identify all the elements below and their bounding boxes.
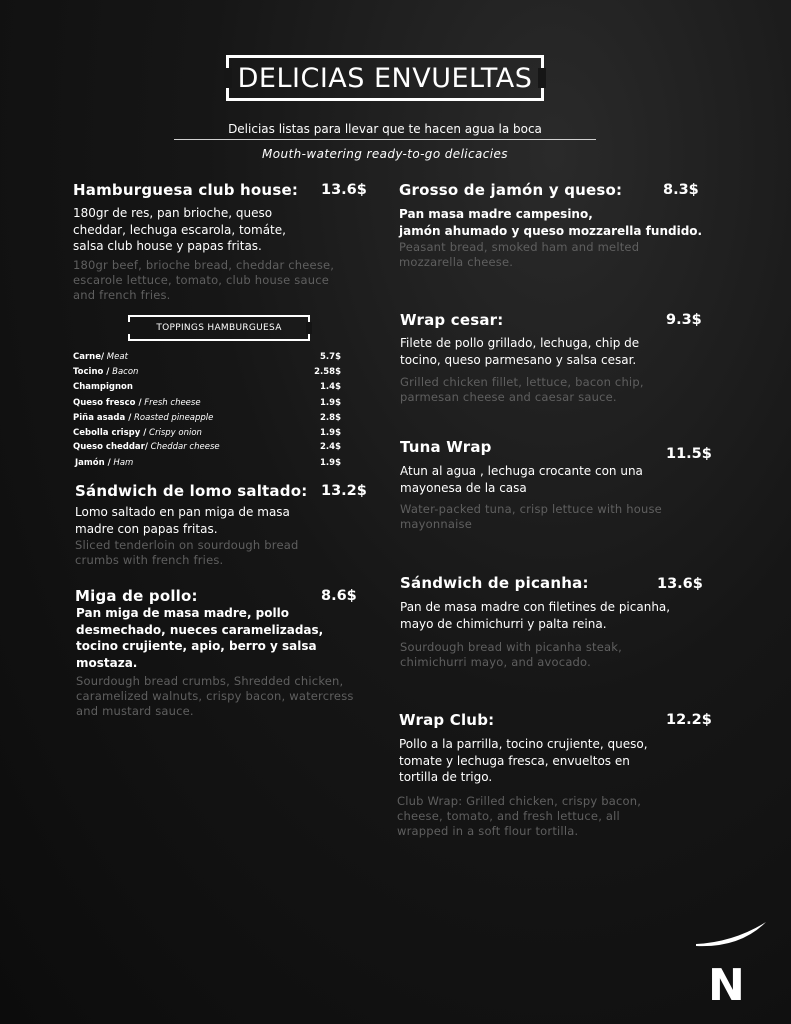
item-description-english bbox=[76, 674, 386, 719]
topping-price: 1.9$ bbox=[320, 458, 341, 468]
subtitle-english: Mouth-watering ready-to-go delicacies bbox=[262, 147, 508, 161]
item-name: Wrap cesar: bbox=[400, 311, 504, 329]
desc-line: cheddar, lechuga escarola, tomáte, bbox=[73, 222, 286, 237]
topping-row bbox=[73, 382, 341, 396]
desc-line: Pan de masa madre con filetines de picanha, bbox=[400, 600, 671, 614]
desc-line: madre con papas fritas. bbox=[75, 521, 218, 536]
item-price: 13.2$ bbox=[321, 483, 367, 499]
page-title: DELICIAS ENVUELTAS bbox=[237, 62, 533, 94]
desc-line: Peasant bread, smoked ham and melted bbox=[399, 240, 640, 254]
desc-line: Sourdough bread crumbs, Shredded chicken, bbox=[76, 674, 344, 688]
desc-line: tocino, queso parmesano y salsa cesar. bbox=[400, 352, 637, 367]
topping-name: Piña asada / bbox=[73, 413, 132, 423]
desc-line: Grilled chicken fillet, lettuce, bacon chip, bbox=[400, 375, 644, 389]
topping-name: Champignon bbox=[73, 382, 133, 392]
toppings-title: TOPPINGS HAMBURGUESA bbox=[156, 323, 282, 333]
desc-line: Pan miga de masa madre, pollo bbox=[76, 606, 289, 620]
item-description-english bbox=[400, 375, 720, 405]
item-description-english bbox=[399, 240, 719, 270]
item-description-english bbox=[75, 538, 375, 568]
topping-name: Queso cheddar/ bbox=[73, 442, 148, 452]
topping-row bbox=[73, 352, 341, 366]
desc-line: Filete de pollo grillado, lechuga, chip de bbox=[400, 336, 640, 350]
n-logo-icon bbox=[694, 920, 768, 1006]
topping-name: Tocino / bbox=[73, 367, 110, 377]
desc-line: crumbs with french fries. bbox=[75, 553, 224, 567]
item-description bbox=[400, 599, 720, 632]
topping-price: 1.9$ bbox=[320, 428, 341, 438]
desc-line: jamón ahumado y queso mozzarella fundido. bbox=[399, 223, 703, 238]
topping-name-english: Fresh cheese bbox=[144, 398, 201, 408]
item-description bbox=[400, 335, 720, 368]
topping-price: 2.4$ bbox=[320, 442, 341, 452]
topping-name: Carne/ bbox=[73, 352, 105, 362]
desc-line: 180gr de res, pan brioche, queso bbox=[73, 206, 273, 220]
desc-line: mayo de chimichurri y palta reina. bbox=[400, 616, 607, 631]
desc-line: tocino crujiente, apio, berro y salsa bbox=[76, 639, 317, 653]
desc-line: chimichurri mayo, and avocado. bbox=[400, 655, 591, 669]
topping-name: Jamón / bbox=[75, 458, 111, 468]
desc-line: desmechado, nueces caramelizadas, bbox=[76, 622, 324, 637]
topping-price: 2.58$ bbox=[314, 367, 341, 377]
toppings-header bbox=[128, 315, 310, 341]
topping-row bbox=[75, 458, 341, 472]
item-description bbox=[73, 205, 373, 255]
item-name: Grosso de jamón y queso: bbox=[399, 181, 623, 199]
item-name: Hamburguesa club house: bbox=[73, 181, 299, 199]
item-name: Sándwich de lomo saltado: bbox=[75, 482, 308, 500]
desc-line: caramelized walnuts, crispy bacon, watercress bbox=[76, 689, 354, 703]
item-description-english bbox=[400, 502, 720, 532]
title-frame bbox=[226, 55, 544, 101]
desc-line: Pollo a la parrilla, tocino crujiente, queso, bbox=[399, 737, 648, 751]
topping-price: 1.4$ bbox=[320, 382, 341, 392]
topping-name-english: Meat bbox=[106, 352, 128, 362]
topping-price: 2.8$ bbox=[320, 413, 341, 423]
item-description bbox=[399, 736, 719, 786]
desc-line: and mustard sauce. bbox=[76, 704, 194, 718]
item-description-english bbox=[400, 640, 720, 670]
topping-name-english: Bacon bbox=[112, 367, 139, 377]
item-price: 11.5$ bbox=[666, 446, 712, 462]
logo-letter: N bbox=[708, 960, 745, 1006]
desc-line: salsa club house y papas fritas. bbox=[73, 239, 262, 253]
topping-name: Queso fresco / bbox=[73, 398, 142, 408]
item-description bbox=[400, 463, 720, 496]
topping-row bbox=[73, 413, 341, 427]
desc-line: Pan masa madre campesino, bbox=[399, 207, 593, 221]
item-price: 12.2$ bbox=[666, 712, 712, 728]
item-price: 8.3$ bbox=[663, 182, 699, 198]
item-description bbox=[399, 206, 719, 239]
desc-line: tortilla de trigo. bbox=[399, 770, 493, 784]
topping-price: 1.9$ bbox=[320, 398, 341, 408]
desc-line: escarole lettuce, tomato, club house sauce bbox=[73, 273, 330, 287]
divider bbox=[174, 139, 596, 140]
topping-name-english: Cheddar cheese bbox=[150, 442, 220, 452]
topping-name: Cebolla crispy / bbox=[73, 428, 147, 438]
desc-line: 180gr beef, brioche bread, cheddar cheese, bbox=[73, 258, 335, 272]
topping-name-english: Roasted pineapple bbox=[134, 413, 214, 423]
topping-name-english: Crispy onion bbox=[149, 428, 202, 438]
desc-line: Water-packed tuna, crisp lettuce with house bbox=[400, 502, 662, 516]
item-price: 9.3$ bbox=[666, 312, 702, 328]
item-price: 13.6$ bbox=[657, 576, 703, 592]
desc-line: mozzarella cheese. bbox=[399, 255, 514, 269]
item-description-english bbox=[73, 258, 373, 303]
item-name: Tuna Wrap bbox=[400, 438, 492, 456]
desc-line: Club Wrap: Grilled chicken, crispy bacon, bbox=[397, 794, 642, 808]
desc-line: wrapped in a soft flour tortilla. bbox=[397, 824, 579, 838]
topping-row bbox=[73, 442, 341, 456]
item-price: 8.6$ bbox=[321, 588, 357, 604]
topping-price: 5.7$ bbox=[320, 352, 341, 362]
item-description bbox=[75, 504, 375, 537]
item-name: Wrap Club: bbox=[399, 711, 495, 729]
desc-line: tomate y lechuga fresca, envueltos en bbox=[399, 753, 630, 768]
topping-row bbox=[73, 367, 341, 381]
topping-name-english: Ham bbox=[113, 458, 134, 468]
desc-line: mostaza. bbox=[76, 655, 138, 670]
desc-line: and french fries. bbox=[73, 288, 171, 302]
item-name: Sándwich de picanha: bbox=[400, 574, 589, 592]
desc-line: Sliced tenderloin on sourdough bread bbox=[75, 538, 299, 552]
item-price: 13.6$ bbox=[321, 182, 367, 198]
desc-line: Sourdough bread with picanha steak, bbox=[400, 640, 623, 654]
desc-line: Lomo saltado en pan miga de masa bbox=[75, 505, 290, 519]
item-description-english bbox=[397, 794, 717, 839]
topping-row bbox=[73, 398, 341, 412]
desc-line: mayonesa de la casa bbox=[400, 480, 527, 495]
desc-line: parmesan cheese and caesar sauce. bbox=[400, 390, 617, 404]
topping-row bbox=[73, 428, 341, 442]
item-description bbox=[76, 605, 376, 671]
desc-line: cheese, tomato, and fresh lettuce, all bbox=[397, 809, 620, 823]
desc-line: mayonnaise bbox=[400, 517, 472, 531]
subtitle: Delicias listas para llevar que te hacen agua la boca bbox=[228, 122, 542, 136]
item-name: Miga de pollo: bbox=[75, 587, 198, 605]
desc-line: Atun al agua , lechuga crocante con una bbox=[400, 464, 643, 478]
